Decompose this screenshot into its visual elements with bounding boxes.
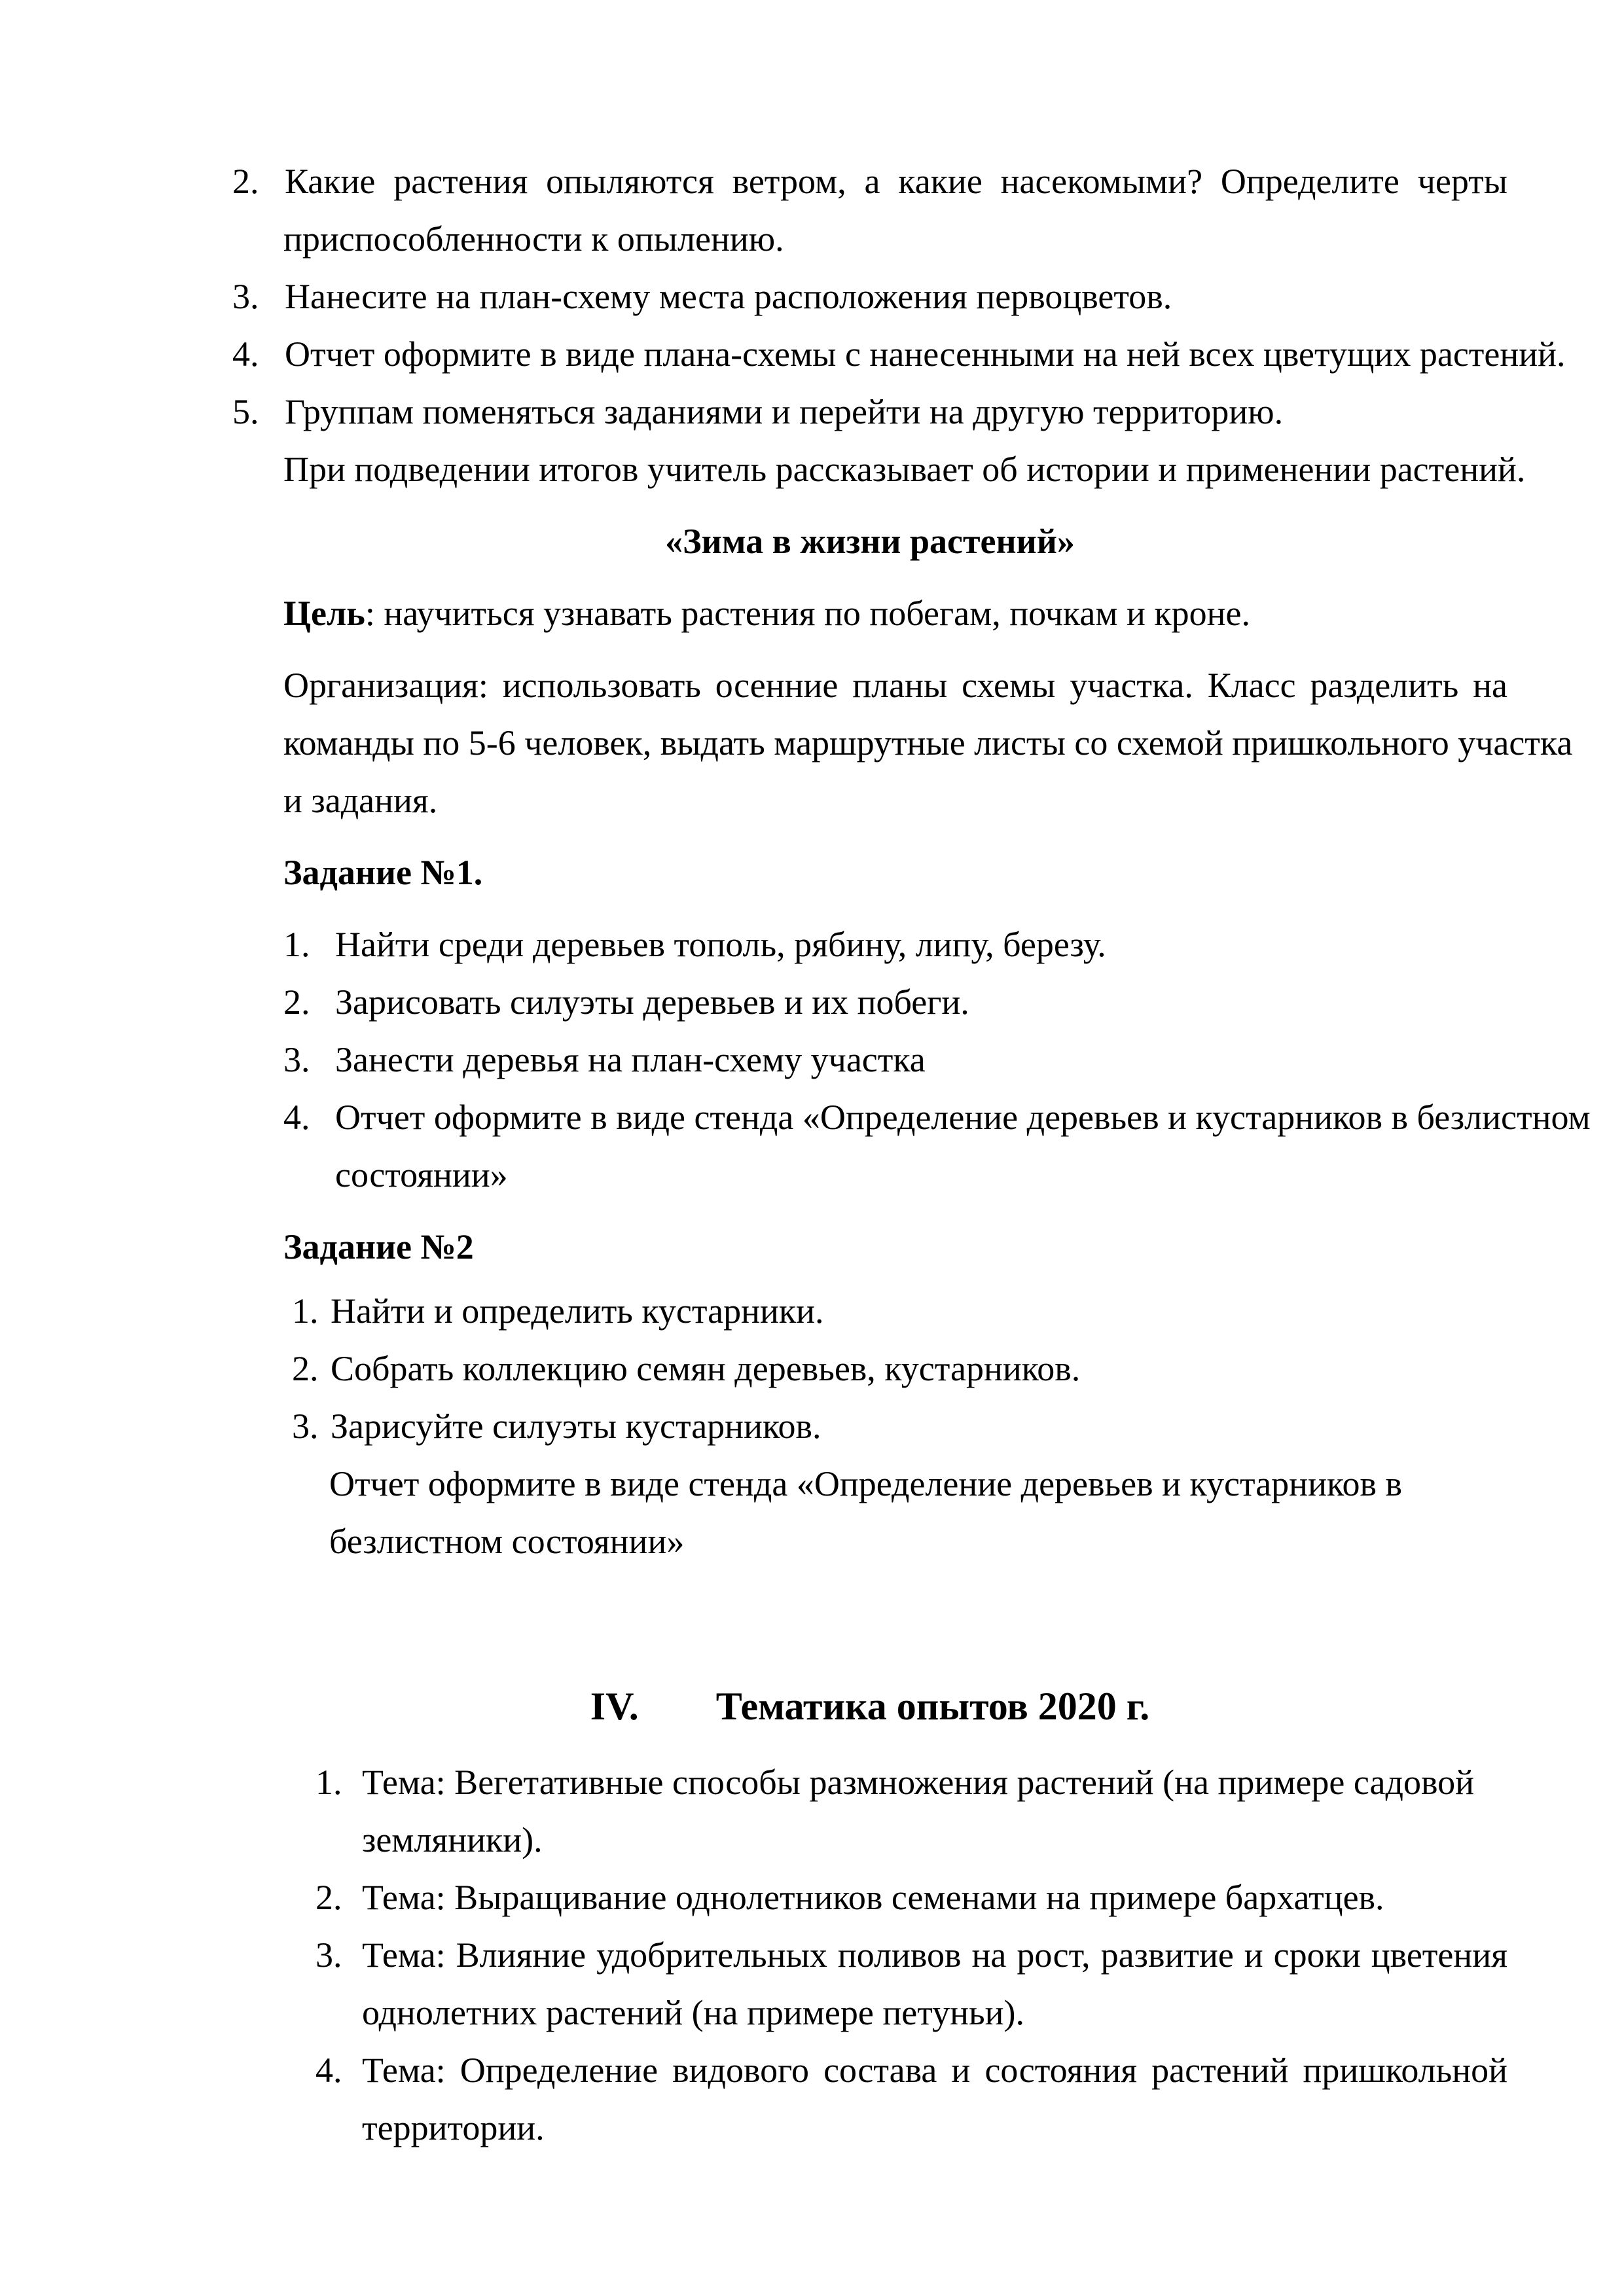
item-line-wrap: земляники). [362,1820,543,1859]
item-number: 3. [283,1040,310,1079]
item-number: 2. [232,162,259,201]
item-line: Нанесите на план-схему места расположения первоцветов. [285,277,1172,316]
item-number: 1. [283,925,310,964]
list-item [283,916,1507,973]
item-line: Тема: Выращивание однолетников семенами на примере бархатцев. [362,1878,1384,1917]
paragraph-organization [232,656,1573,829]
goal-text: : научиться узнавать растения по побегам, почкам и кроне. [365,594,1250,633]
item-number: 3. [316,1935,342,1975]
note-line: безлистном состоянии» [329,1522,685,1561]
paragraph-line: и задания. [283,781,438,820]
item-line: Какие растения опыляются ветром, а какие насекомыми? Определите черты [285,162,1507,201]
item-line-wrap: территории. [362,2108,545,2147]
paragraph-summary: При подведении итогов учитель рассказывает об истории и применении растений. [283,450,1526,489]
list-item [316,1926,1507,1984]
item-number: 4. [232,334,259,374]
item-number: 2. [283,982,310,1022]
heading-task2: Задание №2 [283,1227,474,1266]
list-item [283,1031,1507,1088]
item-line-wrap: состоянии» [335,1155,508,1194]
item-line-wrap: приспособленности к опылению. [283,219,784,259]
item-line: Зарисовать силуэты деревьев и их побеги. [335,982,969,1022]
task1-list [283,916,1591,1146]
item-number: 2. [292,1349,319,1388]
topics-list [316,2041,1507,2099]
item-number: 1. [292,1291,319,1331]
item-line: Найти и определить кустарники. [331,1291,824,1331]
list-item [292,1282,1507,1340]
item-number: 3. [232,277,259,316]
item-line: Группам поменяться заданиями и перейти на другую территорию. [285,392,1284,431]
list-item [232,383,1507,440]
spring-tasks-list [232,152,1566,440]
item-line: Отчет оформите в виде плана-схемы с нанесенными на ней всех цветущих растений. [285,334,1566,374]
goal-label: Цель [283,594,365,633]
list-item [232,268,1507,325]
item-line: Собрать коллекцию семян деревьев, кустарников. [331,1349,1081,1388]
list-item [316,1753,1507,1811]
heading-task1: Задание №1. [283,853,483,892]
item-line: Тема: Влияние удобрительных поливов на рост, развитие и сроки цветения [362,1935,1507,1975]
item-line: Занести деревья на план-схему участка [335,1040,926,1079]
item-line: Отчет оформите в виде стенда «Определение деревьев и кустарников в безлистном [335,1098,1591,1137]
heading-winter: «Зима в жизни растений» [665,522,1075,561]
roman-numeral: IV. [590,1685,639,1728]
list-item [316,2041,1507,2099]
topics-list [316,1869,1507,1984]
task2-list [292,1282,1507,1455]
list-item [292,1340,1507,1397]
item-line: Найти среди деревьев тополь, рябину, липу, березу. [335,925,1106,964]
item-number: 5. [232,392,259,431]
item-line-wrap: однолетних растений (на примере петуньи). [362,1993,1025,2032]
item-number: 4. [316,2051,342,2090]
item-number: 1. [316,1763,342,1802]
note-line: Отчет оформите в виде стенда «Определение деревьев и кустарников в [329,1464,1402,1503]
item-line: Тема: Вегетативные способы размножения растений (на примере садовой [362,1763,1474,1802]
list-item [283,973,1507,1031]
list-item [292,1397,1507,1455]
topics-list [316,1753,1507,1811]
heading-topics [232,1674,1507,1739]
list-item [232,152,1507,210]
list-item [232,325,1566,383]
topics-title: Тематика опытов 2020 г. [715,1685,1150,1728]
list-item [316,1869,1507,1926]
item-number: 4. [283,1098,310,1137]
item-line: Тема: Определение видового состава и состояния растений пришкольной [362,2051,1507,2090]
item-number: 2. [316,1878,342,1917]
list-item [283,1088,1591,1146]
paragraph-line: Организация: использовать осенние планы схемы участка. Класс разделить на [283,666,1507,705]
item-line: Зарисуйте силуэты кустарников. [331,1407,821,1446]
item-number: 3. [292,1407,319,1446]
document-page [232,152,1591,2157]
paragraph-line: команды по 5-6 человек, выдать маршрутные листы со схемой пришкольного участка [283,723,1573,762]
paragraph-goal [283,584,1507,642]
